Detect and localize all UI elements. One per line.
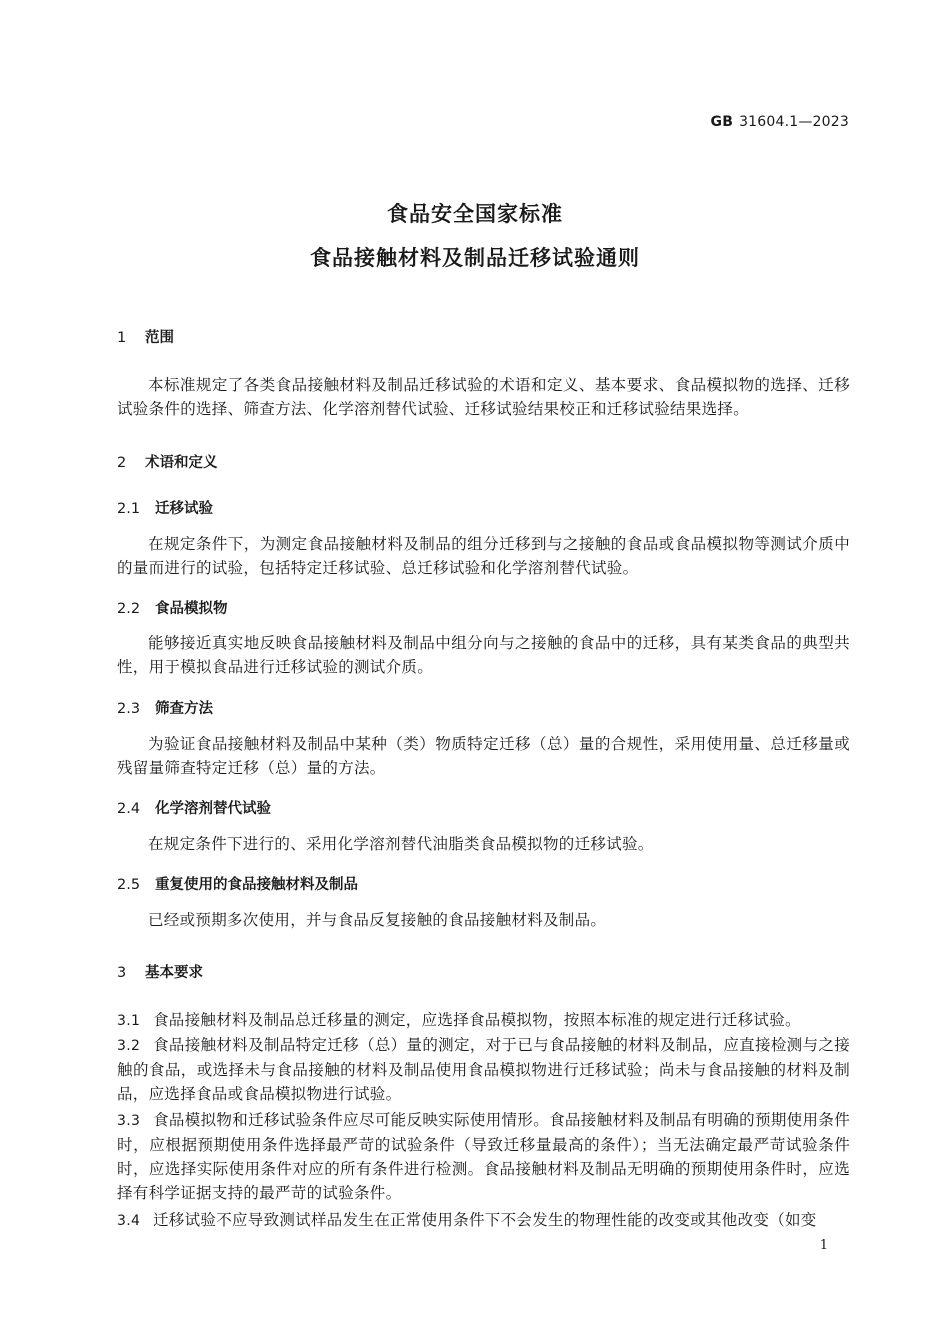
definition-2-3-heading: 2.3 筛查方法 [117, 701, 213, 717]
definition-2-4-title: 化学溶剂替代试验 [155, 801, 271, 817]
requirement-3-4: 3.4 迁移试验不应导致测试样品发生在正常使用条件下不会发生的物理性能的改变或其他改变（如变 [117, 1211, 817, 1229]
section-3-heading: 3 基本要求 [117, 965, 203, 981]
standard-code-prefix: GB [710, 114, 734, 130]
definition-2-4-heading: 2.4 化学溶剂替代试验 [117, 801, 271, 817]
section-2-title: 术语和定义 [145, 455, 218, 471]
definition-2-5-heading: 2.5 重复使用的食品接触材料及制品 [117, 877, 358, 893]
definition-2-3-title: 筛查方法 [155, 701, 213, 717]
definition-2-2-heading: 2.2 食品模拟物 [117, 601, 228, 617]
definition-2-3-text: 为验证食品接触材料及制品中某种（类）物质特定迁移（总）量的合规性，采用使用量、总迁移量或残留量筛查特定迁移（总）量的方法。 [117, 735, 850, 777]
standard-code [711, 114, 850, 130]
definition-2-1-heading: 2.1 迁移试验 [117, 501, 213, 517]
definition-2-4-text: 在规定条件下进行的、采用化学溶剂替代油脂类食品模拟物的迁移试验。 [148, 835, 654, 853]
definition-2-1-text: 在规定条件下，为测定食品接触材料及制品的组分迁移到与之接触的食品或食品模拟物等测试介质中的量而进行的试验，包括特定迁移试验、总迁移试验和化学溶剂替代试验。 [117, 535, 850, 577]
section-1-text: 本标准规定了各类食品接触材料及制品迁移试验的术语和定义、基本要求、食品模拟物的选择、迁移试验条件的选择、筛查方法、化学溶剂替代试验、迁移试验结果校正和迁移试验结果选择。 [117, 376, 850, 418]
requirement-3-4-text: 迁移试验不应导致测试样品发生在正常使用条件下不会发生的物理性能的改变或其他改变（如变 [153, 1211, 817, 1229]
section-1-title: 范围 [145, 330, 174, 346]
standard-code-number: 31604.1—2023 [739, 114, 849, 130]
requirement-3-3: 3.3 食品模拟物和迁移试验条件应尽可能反映实际使用情形。食品接触材料及制品有明确的预期使用条件时，应根据预期使用条件选择最严苛的试验条件（导致迁移量最高的条件）；当无法确定最严苛试验条件时，应选择实际使用条件对应的所有条件进行检测。食品接触材料及制品无明确的预期使用条件时，应选择有科学证据支持的最严苛的试验条件。 [117, 1111, 850, 1202]
requirement-3-2: 3.2 食品接触材料及制品特定迁移（总）量的测定，对于已与食品接触的材料及制品，应直接检测与之接触的食品，或选择未与食品接触的材料及制品使用食品模拟物进行迁移试验；尚未与食品接触的材料及制品，应选择食品或食品模拟物进行试验。 [117, 1036, 850, 1103]
definition-2-2-text: 能够接近真实地反映食品接触材料及制品中组分向与之接触的食品中的迁移，具有某类食品的典型共性，用于模拟食品进行迁移试验的测试介质。 [117, 634, 850, 676]
definition-2-2-title: 食品模拟物 [155, 601, 228, 617]
page-number: 1 [819, 1238, 828, 1253]
requirement-3-3-text: 食品模拟物和迁移试验条件应尽可能反映实际使用情形。食品接触材料及制品有明确的预期使用条件时，应根据预期使用条件选择最严苛的试验条件（导致迁移量最高的条件）；当无法确定最严苛试验条件时，应选择实际使用条件对应的所有条件进行检测。食品接触材料及制品无明确的预期使用条件时，应选择有科学证据支持的最严苛的试验条件。 [117, 1111, 850, 1202]
requirement-3-2-text: 食品接触材料及制品特定迁移（总）量的测定，对于已与食品接触的材料及制品，应直接检测与之接触的食品，或选择未与食品接触的材料及制品使用食品模拟物进行迁移试验；尚未与食品接触的材料及制品，应选择食品或食品模拟物进行试验。 [117, 1036, 850, 1103]
requirement-3-1: 3.1 食品接触材料及制品总迁移量的测定，应选择食品模拟物，按照本标准的规定进行迁移试验。 [117, 1011, 801, 1029]
document-title: 食品安全国家标准 [387, 202, 563, 226]
section-3-title: 基本要求 [145, 965, 203, 981]
section-1-heading: 1 范围 [117, 330, 174, 346]
section-2-heading: 2 术语和定义 [117, 455, 218, 471]
document-subtitle: 食品接触材料及制品迁移试验通则 [310, 246, 640, 270]
definition-2-1-title: 迁移试验 [155, 501, 213, 517]
definition-2-5-text: 已经或预期多次使用，并与食品反复接触的食品接触材料及制品。 [148, 911, 607, 929]
definition-2-5-title: 重复使用的食品接触材料及制品 [155, 877, 358, 893]
requirement-3-1-text: 食品接触材料及制品总迁移量的测定，应选择食品模拟物，按照本标准的规定进行迁移试验。 [153, 1011, 801, 1029]
